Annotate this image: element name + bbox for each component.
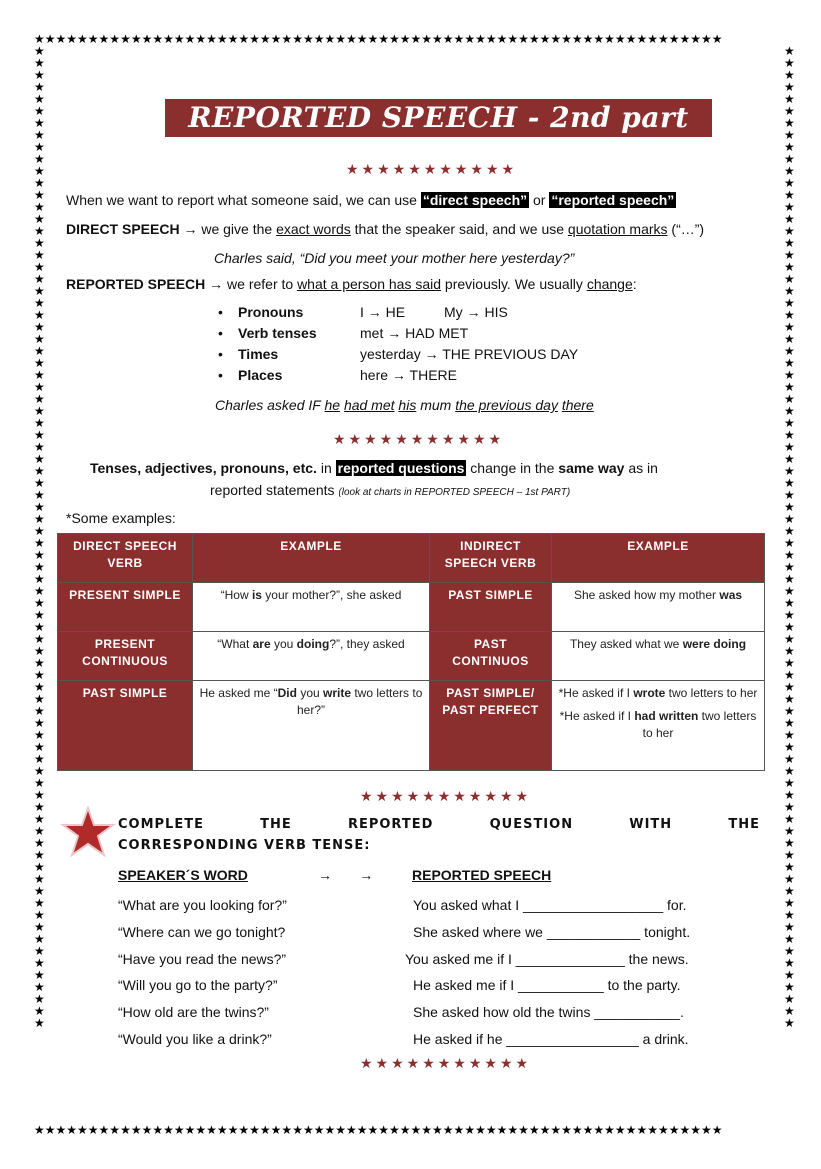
note-text: reported statements [210, 482, 339, 498]
header-direct-verb: DIRECT SPEECH VERB [58, 534, 193, 583]
cell-text: two letters to her [642, 709, 757, 740]
change-name: Verb tenses [238, 325, 317, 341]
red-star-icon [60, 806, 116, 858]
star-border-left: ★★★★★★★★★★★★★★★★★★★★★★★★★★★★★★★★★★★★★★★★★★★★★★★★★★★★★★★★★★★★★★★★★★★★★★★★★★★★★★★★★★ [34, 45, 45, 1030]
direct-speech-definition [66, 220, 704, 238]
reported-speech-definition [66, 275, 637, 293]
intro-line [66, 191, 676, 209]
example-cell [552, 681, 765, 771]
change-name: Pronouns [238, 304, 304, 320]
there: there [561, 397, 594, 413]
questions-note-line2 [210, 481, 570, 502]
exercise-question: “Have you read the news?” [118, 951, 287, 967]
def-text: we refer to [227, 276, 298, 292]
cell-bold: write [323, 686, 352, 700]
he: he [324, 397, 341, 413]
indirect-verb-cell: PAST CONTINUOS [430, 632, 552, 681]
table-row [58, 583, 765, 632]
change-value: met → HAD MET [360, 325, 469, 341]
bullet: • [218, 325, 223, 341]
direct-speech-example: Charles said, “Did you meet your mother here yesterday?” [214, 250, 575, 266]
had-met: had met [343, 397, 395, 413]
cell-bold: was [719, 588, 743, 602]
note-text: change in the [466, 460, 559, 476]
list-item [218, 365, 658, 386]
his: his [398, 397, 417, 413]
cell-bold: Did [277, 686, 297, 700]
bullet: • [218, 367, 223, 383]
cell-text: your mother?”, she asked [261, 588, 402, 602]
page-title: REPORTED SPEECH - 2nd part [165, 99, 712, 137]
arrow: → [179, 221, 202, 237]
cell-text: He asked me “ [199, 686, 278, 700]
changes-list [218, 302, 658, 386]
def-text: that the speaker said, and we use [350, 221, 568, 237]
what-a-person-has-said: what a person has said [297, 276, 442, 292]
cell-bold: were doing [682, 637, 747, 651]
direct-speech-highlight: “direct speech” [422, 192, 528, 208]
header-arrows: → → [318, 867, 374, 883]
example-cell [193, 681, 430, 771]
exercise-answer: He asked me if I ___________ to the party. [413, 977, 681, 993]
cell-bold: is [251, 588, 262, 602]
example-line [558, 708, 758, 742]
example-line [558, 685, 758, 702]
cell-text: two letters to her [665, 686, 758, 700]
cell-text: you [296, 686, 323, 700]
def-text: (“…”) [667, 221, 705, 237]
some-examples-label: *Some examples: [66, 510, 176, 526]
exact-words: exact words [276, 221, 351, 237]
exercise-question: “Where can we go tonight? [118, 924, 286, 940]
quotation-marks: quotation marks [567, 221, 668, 237]
cell-text: She asked how my mother [573, 588, 720, 602]
indirect-verb-cell: PAST SIMPLE/ PAST PERFECT [430, 681, 552, 771]
colon: : [632, 276, 637, 292]
cell-bold: doing [296, 637, 330, 651]
header-example: EXAMPLE [552, 534, 765, 583]
def-text: we give the [201, 221, 277, 237]
note-reference: (look at charts in REPORTED SPEECH – 1st PART) [338, 487, 571, 498]
intro-text: When we want to report what someone said, we can use [66, 192, 421, 208]
bullet: • [218, 346, 223, 362]
example-cell [193, 583, 430, 632]
indirect-verb-cell: PAST SIMPLE [430, 583, 552, 632]
exercise-answer: She asked where we ____________ tonight. [413, 924, 691, 940]
exercise-question: “What are you looking for?” [118, 897, 287, 913]
reported-speech-label: REPORTED SPEECH [66, 276, 206, 292]
direct-verb-cell: PAST SIMPLE [58, 681, 193, 771]
change-value: I → HE My → HIS [360, 304, 508, 320]
example-cell [193, 632, 430, 681]
divider-4: ★★★★★★★★★★★ [360, 1056, 532, 1072]
cell-bold: wrote [633, 686, 666, 700]
example-cell [552, 632, 765, 681]
exercise-question: “Will you go to the party?” [118, 977, 278, 993]
direct-speech-label: DIRECT SPEECH [66, 221, 180, 237]
questions-note-line1 [90, 459, 658, 477]
star-border-right: ★★★★★★★★★★★★★★★★★★★★★★★★★★★★★★★★★★★★★★★★★★★★★★★★★★★★★★★★★★★★★★★★★★★★★★★★★★★★★★★★★★ [784, 45, 795, 1030]
examples-table [57, 533, 765, 771]
change-name: Places [238, 367, 283, 383]
example-text: Charles asked IF [215, 397, 325, 413]
exercise-title-line2: CORRESPONDING VERB TENSE: [118, 838, 371, 853]
def-text: previously. We usually [441, 276, 587, 292]
speakers-word-header: SPEAKER´S WORD [118, 867, 248, 883]
list-item [218, 323, 658, 344]
table-header-row [58, 534, 765, 583]
reported-questions-highlight: reported questions [337, 460, 465, 476]
list-item [218, 302, 658, 323]
cell-text: “What [217, 637, 253, 651]
exercise-answer: He asked if he _________________ a drink. [413, 1031, 689, 1047]
cell-bold: had written [634, 709, 699, 723]
table-row [58, 632, 765, 681]
cell-text: *He asked if I [559, 709, 635, 723]
exercise-answer: You asked me if I ______________ the news. [405, 951, 689, 967]
divider-2: ★★★★★★★★★★★ [333, 432, 505, 448]
divider-1: ★★★★★★★★★★★ [346, 162, 518, 178]
note-text: in [316, 460, 336, 476]
header-indirect-verb: INDIRECT SPEECH VERB [430, 534, 552, 583]
change-name: Times [238, 346, 279, 362]
cell-bold: are [252, 637, 271, 651]
star-border-bottom: ★★★★★★★★★★★★★★★★★★★★★★★★★★★★★★★★★★★★★★★★★★★★★★★★★★★★★★★★★★★★★★★★ [34, 1124, 723, 1136]
table-row [58, 681, 765, 771]
reported-speech-example [215, 396, 594, 414]
exercise-question: “How old are the twins?” [118, 1004, 269, 1020]
same-way: same way [558, 460, 625, 476]
star-border-top: ★★★★★★★★★★★★★★★★★★★★★★★★★★★★★★★★★★★★★★★★★★★★★★★★★★★★★★★★★★★★★★★★ [34, 33, 723, 45]
list-item [218, 344, 658, 365]
reported-speech-highlight: “reported speech” [551, 192, 675, 208]
exercise-answer: She asked how old the twins ___________. [413, 1004, 684, 1020]
example-text: mum [416, 397, 456, 413]
intro-or: or [529, 192, 550, 208]
cell-text: two letters to her?” [296, 686, 423, 717]
change-word: change [586, 276, 633, 292]
reported-speech-header: REPORTED SPEECH [412, 867, 552, 883]
cell-text: They asked what we [569, 637, 683, 651]
exercise-answer: You asked what I __________________ for. [413, 897, 687, 913]
exercise-title-line1: COMPLETE THE REPORTED QUESTION WITH THE [118, 817, 760, 832]
note-text: as in [624, 460, 658, 476]
direct-verb-cell: PRESENT CONTINUOUS [58, 632, 193, 681]
cell-text: you [270, 637, 297, 651]
exercise-question: “Would you like a drink?” [118, 1031, 272, 1047]
the-previous-day: the previous day [455, 397, 558, 413]
bullet: • [218, 304, 223, 320]
change-value: yesterday → THE PREVIOUS DAY [360, 346, 579, 362]
note-bold: Tenses, adjectives, pronouns, etc. [90, 460, 317, 476]
direct-verb-cell: PRESENT SIMPLE [58, 583, 193, 632]
header-example: EXAMPLE [193, 534, 430, 583]
cell-text: ?”, they asked [329, 637, 405, 651]
cell-text: “How [220, 588, 252, 602]
cell-text: *He asked if I [558, 686, 634, 700]
example-cell [552, 583, 765, 632]
change-value: here → THERE [360, 367, 457, 383]
divider-3: ★★★★★★★★★★★ [360, 789, 532, 805]
arrow: → [205, 276, 228, 292]
